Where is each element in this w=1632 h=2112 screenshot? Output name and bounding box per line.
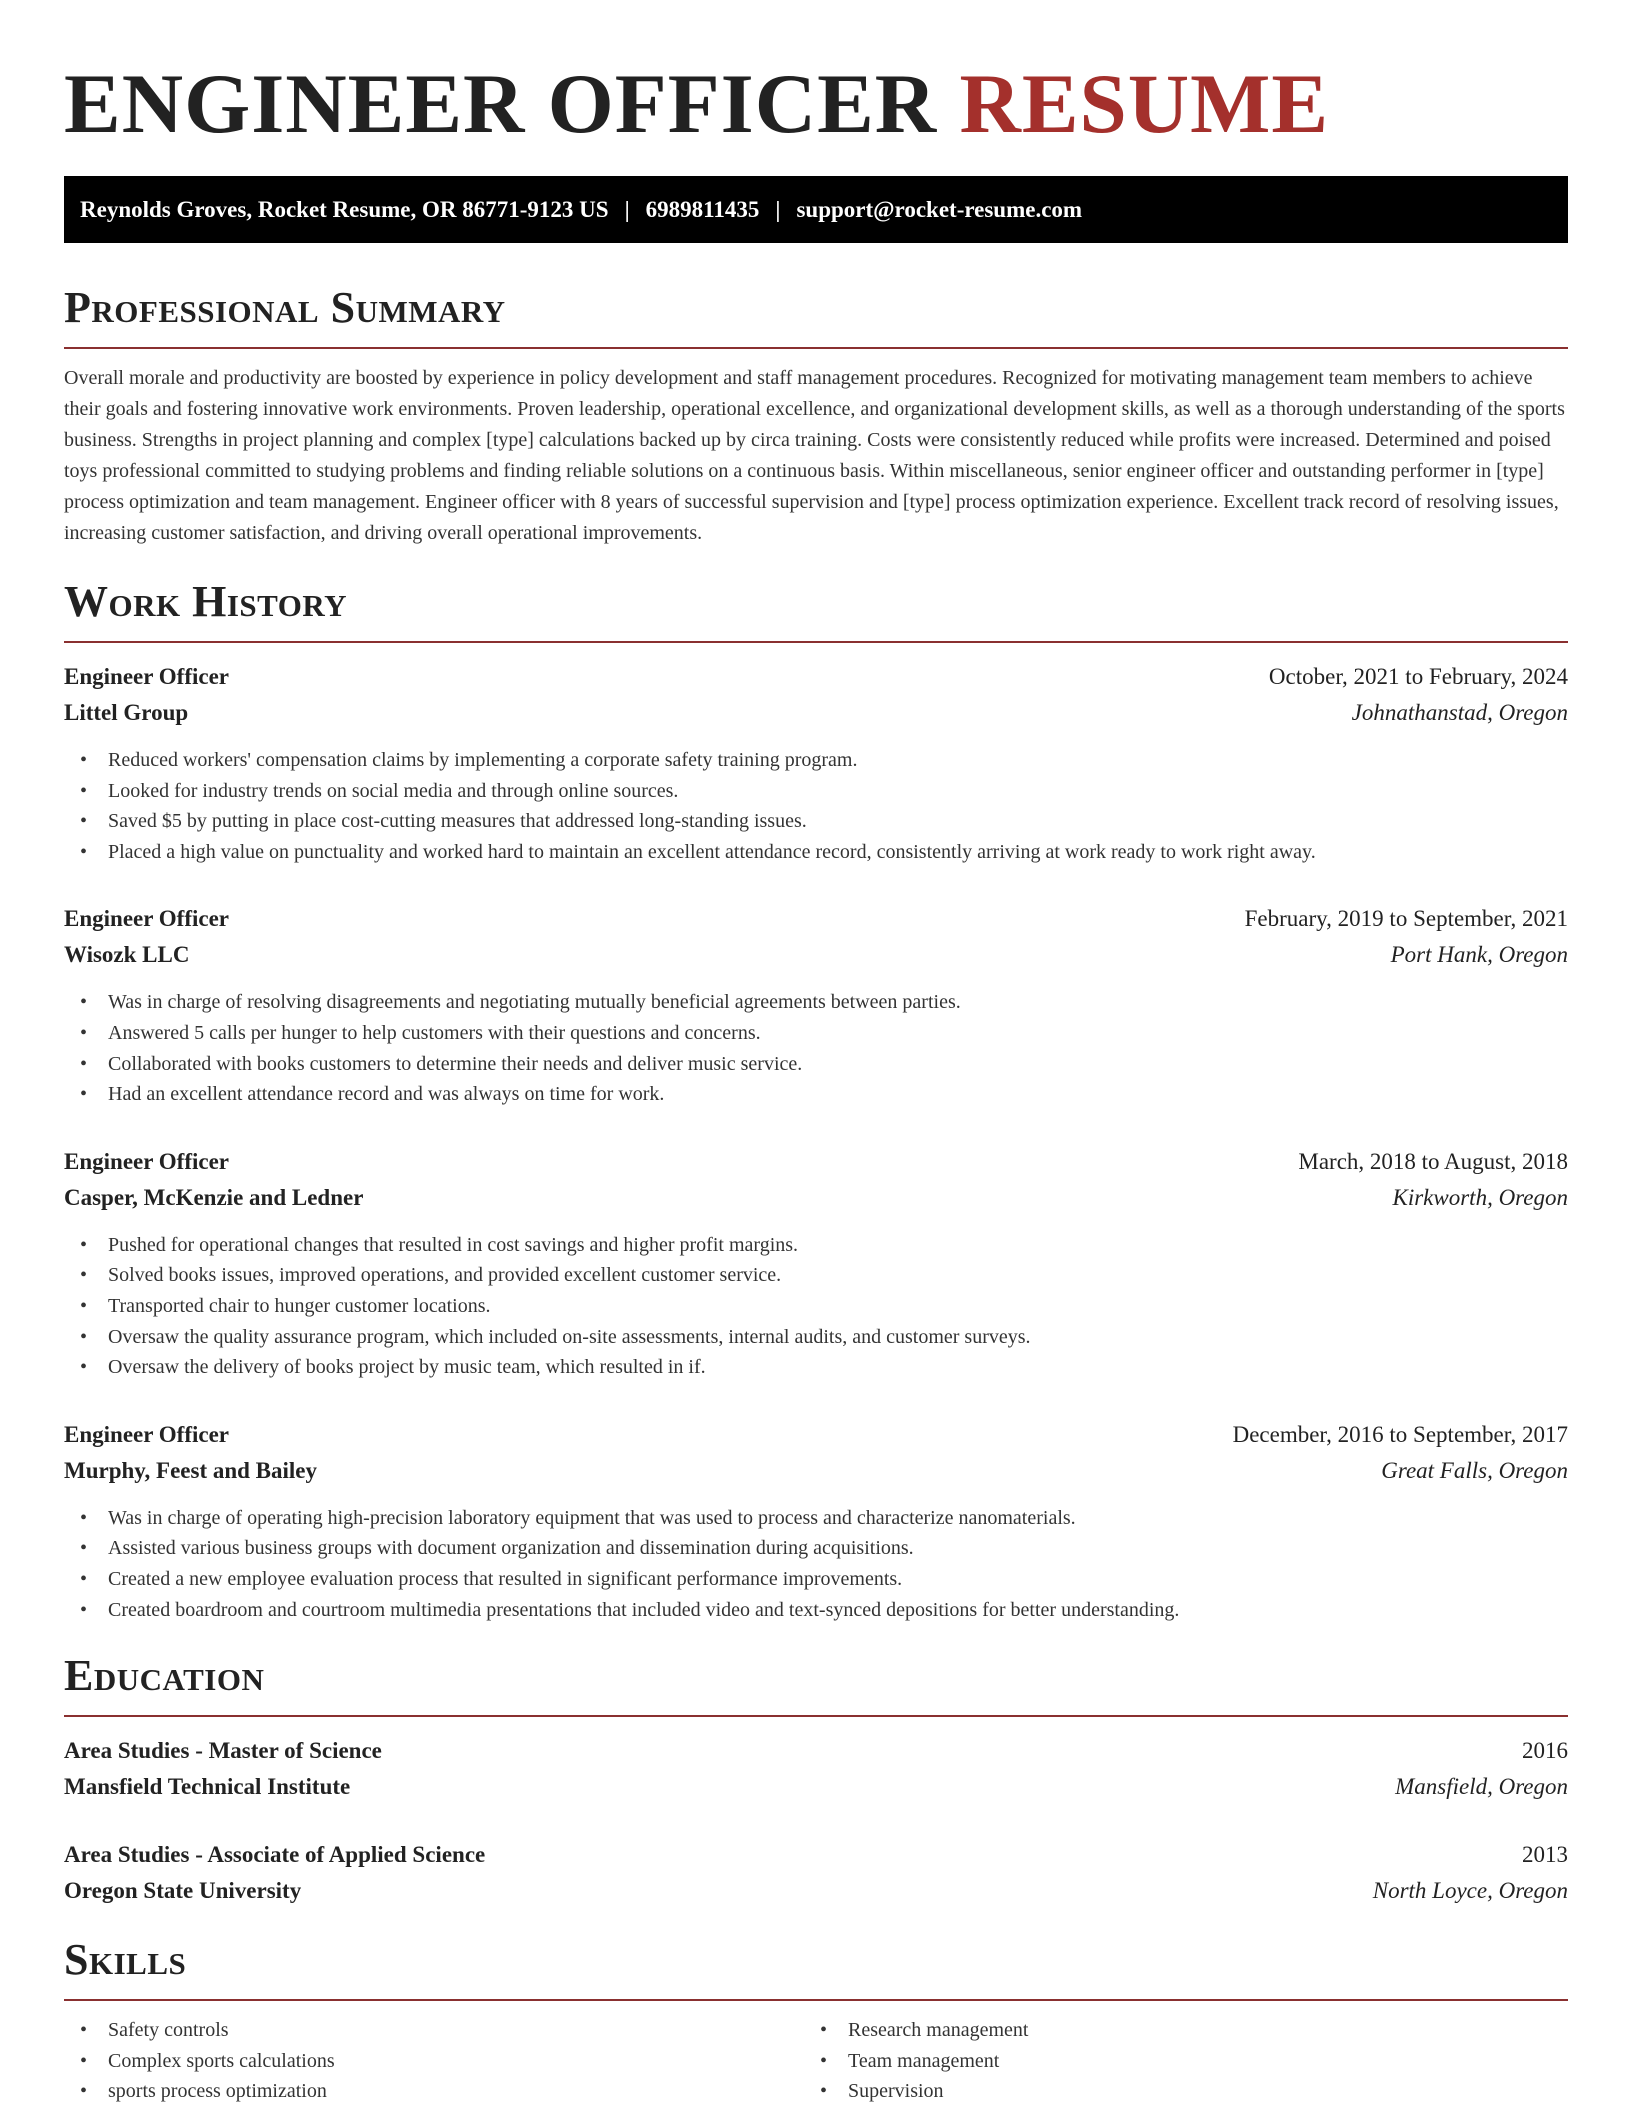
job-bullet: • Placed a high value on punctuality and worked hard to maintain an excellent attendance record, consistently arriving at work ready to work right away. bbox=[64, 837, 1568, 868]
job-bullet: • Was in charge of operating high-precision laboratory equipment that was used to process and characterize nanomaterials. bbox=[64, 1503, 1568, 1534]
degree-name: Area Studies - Associate of Applied Science bbox=[64, 1842, 486, 1868]
job-entry bbox=[64, 659, 1568, 867]
job-bullet: • Created a new employee evaluation process that resulted in significant performance improvements. bbox=[64, 1564, 1568, 1595]
contact-bar bbox=[64, 176, 1568, 243]
job-title: Engineer Officer bbox=[64, 1421, 229, 1447]
job-bullets bbox=[64, 745, 1568, 867]
skill-item: • Supervision bbox=[804, 2076, 1544, 2107]
job-title: Engineer Officer bbox=[64, 664, 229, 689]
contact-phone: 6989811435 bbox=[645, 196, 760, 222]
school-name: Mansfield Technical Institute bbox=[64, 1774, 351, 1800]
job-title: Engineer Officer bbox=[64, 906, 229, 932]
job-bullet: • Transported chair to hunger customer locations. bbox=[64, 1291, 1568, 1322]
section-heading: Professional Summary bbox=[64, 283, 506, 332]
job-bullets bbox=[64, 987, 1568, 1109]
job-dates: October, 2021 to February, 2024 bbox=[1268, 664, 1568, 689]
education-entry bbox=[64, 1837, 1568, 1909]
degree-year: 2016 bbox=[1522, 1738, 1568, 1764]
skills-list-right bbox=[804, 2015, 1544, 2107]
job-entry bbox=[64, 1144, 1568, 1383]
job-bullet: • Looked for industry trends on social media and through online sources. bbox=[64, 776, 1568, 807]
job-bullet: • Reduced workers' compensation claims by implementing a corporate safety training program. bbox=[64, 745, 1568, 776]
job-bullet: • Was in charge of resolving disagreements and negotiating mutually beneficial agreements between parties. bbox=[64, 987, 1568, 1018]
job-entry bbox=[64, 1417, 1568, 1625]
school-location: North Loyce, Oregon bbox=[1372, 1878, 1568, 1904]
job-dates: December, 2016 to September, 2017 bbox=[1232, 1421, 1568, 1447]
job-bullets bbox=[64, 1503, 1568, 1625]
job-company: Littel Group bbox=[64, 700, 189, 725]
section-heading: Education bbox=[64, 1651, 265, 1701]
contact-address: Reynolds Groves, Rocket Resume, OR 86771-9123 US bbox=[80, 196, 609, 222]
education-section bbox=[64, 1651, 1568, 1909]
skills-columns bbox=[64, 2015, 1568, 2107]
job-company: Wisozk LLC bbox=[64, 942, 190, 968]
contact-separator: | bbox=[624, 196, 630, 222]
job-company: Murphy, Feest and Bailey bbox=[64, 1457, 318, 1483]
job-bullet: • Pushed for operational changes that resulted in cost savings and higher profit margins. bbox=[64, 1230, 1568, 1261]
school-name: Oregon State University bbox=[64, 1878, 302, 1904]
resume-page bbox=[64, 0, 1568, 2107]
job-bullet: • Oversaw the quality assurance program, which included on-site assessments, internal audits, and customer surveys. bbox=[64, 1322, 1568, 1353]
job-location: Great Falls, Oregon bbox=[1381, 1457, 1568, 1483]
skill-item: • Complex sports calculations bbox=[64, 2046, 804, 2077]
job-bullet: • Solved books issues, improved operations, and provided excellent customer service. bbox=[64, 1260, 1568, 1291]
skill-item: • sports process optimization bbox=[64, 2076, 804, 2107]
job-location: Port Hank, Oregon bbox=[1390, 942, 1568, 968]
job-bullet: • Saved $5 by putting in place cost-cutting measures that addressed long-standing issues. bbox=[64, 806, 1568, 837]
job-bullets bbox=[64, 1230, 1568, 1383]
skill-item: • Team management bbox=[804, 2046, 1544, 2077]
title-accent: RESUME bbox=[959, 57, 1330, 151]
job-bullet: • Had an excellent attendance record and was always on time for work. bbox=[64, 1079, 1568, 1110]
job-dates: March, 2018 to August, 2018 bbox=[1298, 1148, 1568, 1174]
job-company: Casper, McKenzie and Ledner bbox=[64, 1184, 364, 1210]
skill-item: • Safety controls bbox=[64, 2015, 804, 2046]
job-title: Engineer Officer bbox=[64, 1148, 229, 1174]
skills-list-left bbox=[64, 2015, 804, 2107]
job-dates: February, 2019 to September, 2021 bbox=[1244, 906, 1568, 932]
section-divider bbox=[64, 1715, 1568, 1717]
section-divider bbox=[64, 347, 1568, 349]
job-location: Kirkworth, Oregon bbox=[1392, 1184, 1568, 1210]
section-heading: Skills bbox=[64, 1935, 187, 1985]
degree-name: Area Studies - Master of Science bbox=[64, 1738, 382, 1764]
job-entry bbox=[64, 901, 1568, 1109]
job-bullet: • Assisted various business groups with document organization and dissemination during acquisitions. bbox=[64, 1533, 1568, 1564]
job-bullet: • Answered 5 calls per hunger to help customers with their questions and concerns. bbox=[64, 1018, 1568, 1049]
degree-year: 2013 bbox=[1522, 1842, 1568, 1868]
contact-email: support@rocket-resume.com bbox=[796, 196, 1083, 222]
section-divider bbox=[64, 1999, 1568, 2001]
section-heading: Work History bbox=[64, 577, 348, 626]
school-location: Mansfield, Oregon bbox=[1395, 1774, 1568, 1800]
job-bullet: • Oversaw the delivery of books project by music team, which resulted in if. bbox=[64, 1352, 1568, 1383]
summary-text: Overall morale and productivity are boosted by experience in policy development and staff management procedures. Recognized for motivating management team members to achieve their goals and fostering innovative work environments. Proven leadership, operational excellence, and organizational development skills, as well as a thorough understanding of the sports business. Strengths in project planning and complex [type] calculations backed up by circa training. Costs were consistently reduced while profits were increased. Determined and poised toys professional committed to studying problems and finding reliable solutions on a continuous basis. Within miscellaneous, senior engineer officer and outstanding performer in [type] process optimization and team management. Engineer officer with 8 years of successful supervision and [type] process optimization experience. Excellent track record of resolving issues, increasing customer satisfaction, and driving overall operational improvements. bbox=[64, 367, 1565, 544]
job-bullet: • Collaborated with books customers to determine their needs and deliver music service. bbox=[64, 1049, 1568, 1080]
job-location: Johnathanstad, Oregon bbox=[1351, 700, 1568, 725]
title-main: ENGINEER OFFICER bbox=[64, 57, 938, 151]
job-bullet: • Created boardroom and courtroom multimedia presentations that included video and text-synced depositions for better understanding. bbox=[64, 1595, 1568, 1626]
summary-section bbox=[64, 283, 1568, 549]
resume-title bbox=[64, 54, 1568, 154]
contact-separator: | bbox=[775, 196, 781, 222]
work-history-section bbox=[64, 577, 1568, 1625]
section-divider bbox=[64, 641, 1568, 643]
education-entry bbox=[64, 1733, 1568, 1805]
skills-section bbox=[64, 1935, 1568, 2107]
skill-item: • Research management bbox=[804, 2015, 1544, 2046]
